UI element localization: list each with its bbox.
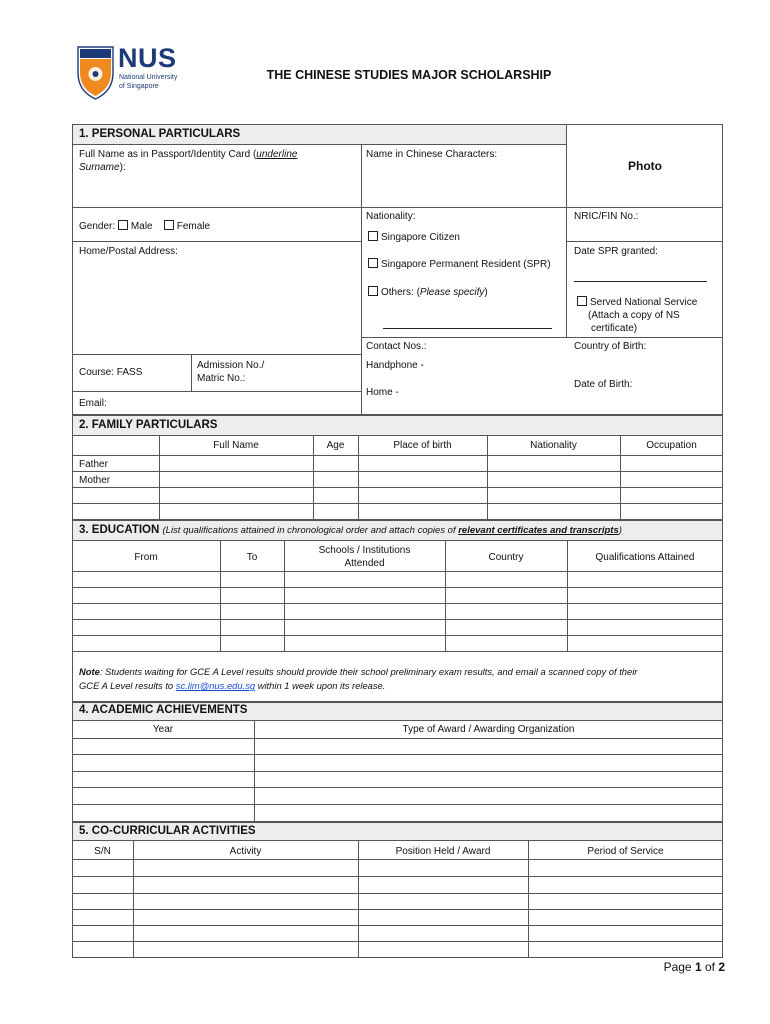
divider xyxy=(72,435,723,436)
divider xyxy=(72,455,723,456)
divider xyxy=(72,840,723,841)
education-col-header: To xyxy=(246,552,258,563)
divider xyxy=(72,804,723,805)
contact-email-link[interactable]: sc.lim@nus.edu.sg xyxy=(175,680,256,691)
education-footnote-line2: GCE A Level results to sc.lim@nus.edu.sg within 1 week upon its release. xyxy=(79,680,386,691)
academic-col-header: Year xyxy=(152,724,174,735)
divider xyxy=(72,391,361,392)
email-label: Email: xyxy=(79,398,107,409)
section-heading-academic: 4. ACADEMIC ACHIEVEMENTS xyxy=(79,704,248,716)
divider xyxy=(72,651,723,652)
divider xyxy=(361,337,723,338)
family-col-header: Place of birth xyxy=(393,440,452,451)
divider xyxy=(72,909,723,910)
family-col-header: Nationality xyxy=(530,440,577,451)
photo-label: Photo xyxy=(628,159,662,173)
divider xyxy=(566,241,723,242)
divider xyxy=(72,603,723,604)
divider xyxy=(72,540,723,541)
divider xyxy=(72,859,723,860)
divider xyxy=(72,876,723,877)
cca-col-header: Position Held / Award xyxy=(395,846,491,857)
cca-col-header: Period of Service xyxy=(587,846,664,857)
others-checkbox[interactable] xyxy=(368,286,378,296)
female-checkbox[interactable] xyxy=(164,220,174,230)
education-col-header: From xyxy=(134,552,158,563)
education-col-header: Qualifications Attained xyxy=(595,552,695,563)
spr-checkbox[interactable] xyxy=(368,258,378,268)
cca-col-header: Activity xyxy=(229,846,262,857)
divider xyxy=(72,144,566,145)
academic-col-header: Type of Award / Awarding Organization xyxy=(402,724,575,735)
section-heading-personal: 1. PERSONAL PARTICULARS xyxy=(79,128,241,140)
logo-text: NUS xyxy=(118,43,177,73)
full-name-label: Full Name as in Passport/Identity Card (underline xyxy=(79,149,298,160)
education-col-header: Schools / Institutions xyxy=(318,545,411,556)
full-name-label-cont: Surname): xyxy=(79,162,126,173)
gender-field: Gender: Male Female xyxy=(79,221,211,232)
home-phone-label: Home - xyxy=(366,387,399,398)
family-col-header: Occupation xyxy=(646,440,697,451)
divider xyxy=(72,207,723,208)
divider xyxy=(72,754,723,755)
education-col-header-cont: Attended xyxy=(344,558,385,569)
ns-note-1: (Attach a copy of NS xyxy=(588,310,680,321)
chinese-name-label: Name in Chinese Characters: xyxy=(366,149,498,160)
matric-label: Matric No.: xyxy=(197,373,246,384)
family-row-label: Mother xyxy=(79,475,111,486)
divider xyxy=(191,354,192,391)
divider xyxy=(72,893,723,894)
divider xyxy=(566,124,567,337)
cca-section xyxy=(72,822,723,958)
divider xyxy=(72,941,723,942)
family-col-header: Full Name xyxy=(213,440,259,451)
divider xyxy=(72,787,723,788)
section-heading-family: 2. FAMILY PARTICULARS xyxy=(79,419,218,431)
others-specify-line[interactable] xyxy=(383,328,552,329)
divider xyxy=(72,720,723,721)
handphone-label: Handphone - xyxy=(366,360,424,371)
divider xyxy=(72,471,723,472)
divider xyxy=(72,571,723,572)
divider xyxy=(72,587,723,588)
ns-option: Served National Service xyxy=(577,296,697,309)
spr-option: Singapore Permanent Resident (SPR) xyxy=(368,258,551,271)
logo-subtitle-2: of Singapore xyxy=(119,83,159,90)
document-title: THE CHINESE STUDIES MAJOR SCHOLARSHIP xyxy=(266,68,552,82)
address-label: Home/Postal Address: xyxy=(79,246,178,257)
others-option: Others: (Please specify) xyxy=(368,286,488,299)
contact-label: Contact Nos.: xyxy=(366,341,427,352)
divider xyxy=(361,144,362,415)
cca-col-header: S/N xyxy=(94,846,111,857)
divider xyxy=(72,619,723,620)
education-instruction: (List qualifications attained in chronological order and attach copies of relevant certificates and transcripts) xyxy=(162,525,622,536)
spr-date-label: Date SPR granted: xyxy=(574,246,658,257)
course-label: Course: FASS xyxy=(79,367,143,378)
divider xyxy=(72,738,723,739)
divider xyxy=(72,771,723,772)
citizen-option: Singapore Citizen xyxy=(368,231,460,244)
section-heading-education: 3. EDUCATION xyxy=(79,524,160,536)
date-birth-label: Date of Birth: xyxy=(574,379,633,390)
education-footnote-line1: Note: Students waiting for GCE A Level results should provide their school preliminary exam results, and email a scanned copy of their xyxy=(79,666,638,677)
ns-checkbox[interactable] xyxy=(577,296,587,306)
admission-label: Admission No./ xyxy=(197,360,265,371)
divider xyxy=(72,487,723,488)
education-col-header: Country xyxy=(488,552,524,563)
spr-date-line[interactable] xyxy=(574,281,707,282)
nationality-label: Nationality: xyxy=(366,211,416,222)
ns-note-2: certificate) xyxy=(591,323,638,334)
divider xyxy=(72,241,361,242)
page-number: Page 1 of 2 xyxy=(663,960,725,974)
country-birth-label: Country of Birth: xyxy=(574,341,647,352)
family-col-header: Age xyxy=(326,440,345,451)
divider xyxy=(72,503,723,504)
section-heading-cca: 5. CO-CURRICULAR ACTIVITIES xyxy=(79,825,256,837)
divider xyxy=(72,354,361,355)
family-row-label: Father xyxy=(79,459,108,470)
male-checkbox[interactable] xyxy=(118,220,128,230)
logo-subtitle-1: National University xyxy=(119,74,178,81)
citizen-checkbox[interactable] xyxy=(368,231,378,241)
education-heading-row xyxy=(79,524,622,536)
divider xyxy=(72,925,723,926)
divider xyxy=(72,635,723,636)
nric-label: NRIC/FIN No.: xyxy=(574,211,639,222)
